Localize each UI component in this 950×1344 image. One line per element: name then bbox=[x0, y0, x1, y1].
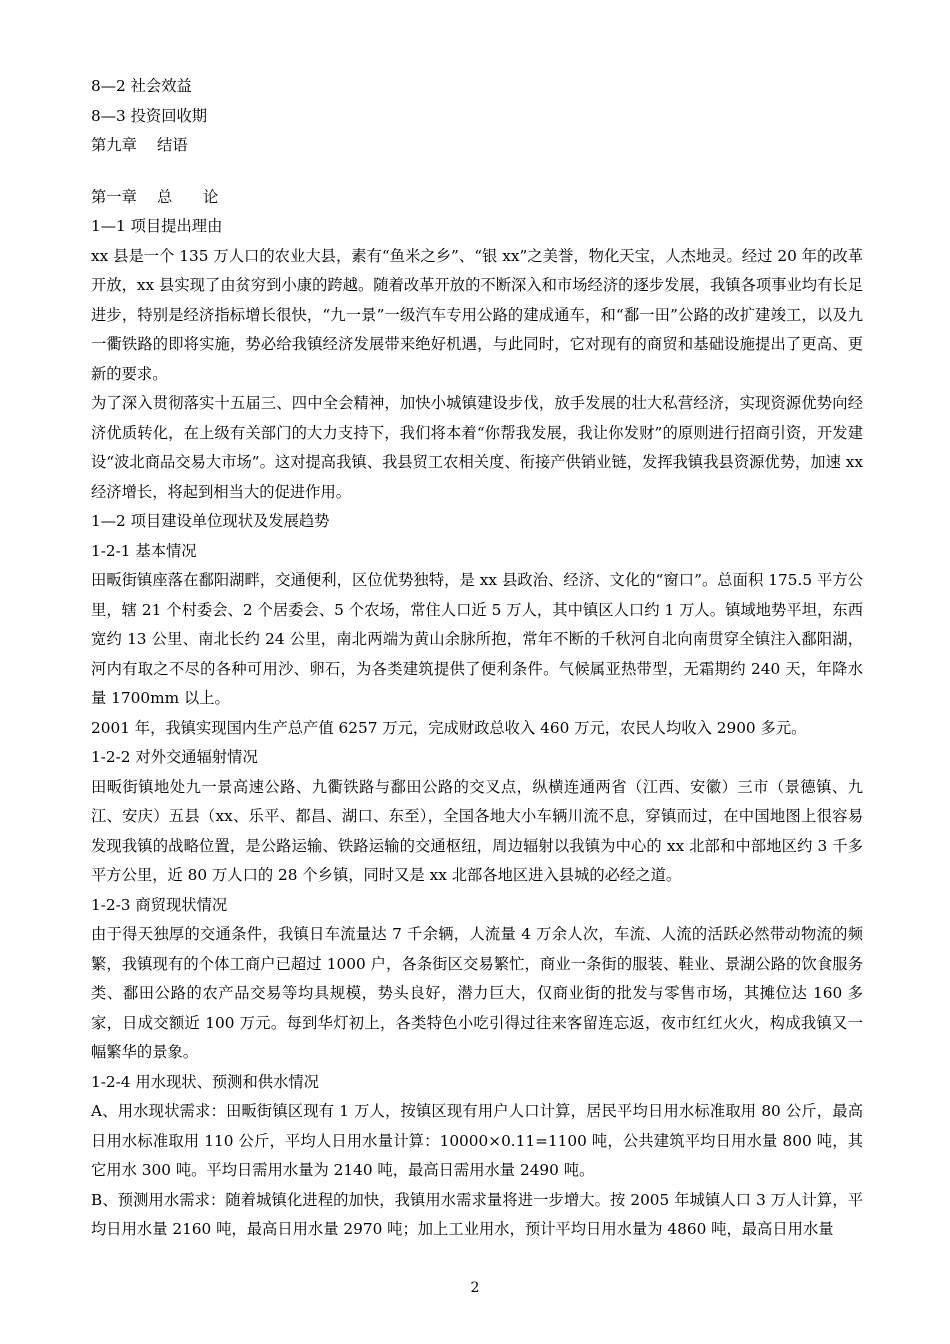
subsection-1-2-3-paragraph-1: 由于得天独厚的交通条件，我镇日车流量达 7 千余辆，人流量 4 万余人次，车流、人流的活跃必然带动物流的频繁，我镇现有的个体工商户已超过 1000 户，各条街区交易繁忙，商业一条街的服装、鞋业、景湖公路的饮食服务类、鄱田公路的农产品交易等均具规模，势头良好，潜力巨大，仅商业街的批发与零售市场，其摊位达 160 多家，日成交额近 100 万元。每到华灯初上，各类特色小吃引得过往来客留连忘返，夜市红红火火，构成我镇又一幅繁华的景象。 bbox=[91, 925, 863, 1061]
toc-item-8-2: 8—2 社会效益 bbox=[91, 77, 192, 95]
subsection-1-2-2-paragraph-1: 田畈街镇地处九一景高速公路、九衢铁路与鄱田公路的交叉点，纵横连通两省（江西、安徽）三市（景德镇、九江、安庆）五县（xx、乐平、都昌、湖口、东至），全国各地大小车辆川流不息，穿镇而过，在中国地图上很容易发现我镇的战略位置，是公路运输、铁路运输的交通枢纽，周边辐射以我镇为中心的 xx 北部和中部地区约 3 千多平方公里，近 80 万人口的 28 个乡镇，同时又是 xx 北部各地区进入县城的必经之道。 bbox=[91, 777, 863, 884]
page-content bbox=[91, 72, 863, 1245]
page-number: 2 bbox=[470, 1280, 480, 1296]
section-1-2-heading: 1—2 项目建设单位现状及发展趋势 bbox=[91, 512, 330, 530]
subsection-1-2-1-paragraph-2: 2001 年，我镇实现国内生产总产值 6257 万元，完成财政总收入 460 万元，农民人均收入 2900 多元。 bbox=[91, 718, 807, 737]
subsection-1-2-4-heading: 1-2-4 用水现状、预测和供水情况 bbox=[91, 1072, 319, 1091]
subsection-1-2-4-paragraph-b: B、预测用水需求：随着城镇化进程的加快，我镇用水需求量将进一步增大。按 2005 年城镇人口 3 万人计算，平均日用水量 2160 吨，最高日用水量 2970 吨；加上工业用水，预计平均日用水量为 4860 吨，最高日用水量 bbox=[91, 1190, 863, 1238]
subsection-1-2-3-heading: 1-2-3 商贸现状情况 bbox=[91, 895, 228, 914]
subsection-1-2-2-heading: 1-2-2 对外交通辐射情况 bbox=[91, 748, 258, 766]
section-1-1-heading: 1—1 项目提出理由 bbox=[91, 217, 223, 235]
section-gap bbox=[91, 161, 863, 183]
chapter-1-title: 第一章 总 论 bbox=[91, 187, 219, 206]
subsection-1-2-1-heading: 1-2-1 基本情况 bbox=[91, 541, 197, 560]
section-1-1-paragraph-2: 为了深入贯彻落实十五届三、四中全会精神，加快小城镇建设步伐，放手发展的壮大私营经济，实现资源优势向经济优质转化，在上级有关部门的大力支持下，我们将本着“你帮我发展，我让你发财”的原则进行招商引资，开发建设“波北商品交易大市场”。这对提高我镇、我县贸工农相关度、衔接产供销业链，发挥我镇我县资源优势，加速 xx 经济增长，将起到相当大的促进作用。 bbox=[91, 394, 864, 501]
subsection-1-2-1-paragraph-1: 田畈街镇座落在鄱阳湖畔，交通便利，区位优势独特，是 xx 县政治、经济、文化的“窗口”。总面积 175.5 平方公里，辖 21 个村委会、2 个居委会、5 个农场，常住人口近 5 万人，其中镇区人口约 1 万人。镇域地势平坦，东西宽约 13 公里、南北长约 24 公里，南北两端为黄山余脉所抱，常年不断的千秋河自北向南贯穿全镇注入鄱阳湖，河内有取之不尽的各种可用沙、卵石，为各类建筑提供了便利条件。气候属亚热带型，无霜期约 240 天，年降水量 1700mm 以上。 bbox=[91, 571, 863, 707]
section-1-1-paragraph-1: xx 县是一个 135 万人口的农业大县，素有“鱼米之乡”、“银 xx”之美誉，物化天宝，人杰地灵。经过 20 年的改革开放，xx 县实现了由贫穷到小康的跨越。随着改革开放的不断深入和市场经济的逐步发展，我镇各项事业均有长足进步，特别是经济指标增长很快，“九一景”一级汽车专用公路的建成通车，和“鄱一田”公路的改扩建竣工，以及九一衢铁路的即将实施，势必给我镇经济发展带来绝好机遇，与此同时，它对现有的商贸和基础设施提出了更高、更新的要求。 bbox=[91, 246, 863, 383]
toc-chapter-9: 第九章 结语 bbox=[91, 136, 188, 154]
subsection-1-2-4-paragraph-a: A、用水现状需求：田畈街镇区现有 1 万人，按镇区现有用户人口计算，居民平均日用水标准取用 80 公斤，最高日用水标准取用 110 公斤，平均人日用水量计算：10000×0.11=1100 吨，公共建筑平均日用水量 800 吨，其它用水 300 吨。平均日需用水量为 2140 吨，最高日需用水量 2490 吨。 bbox=[91, 1102, 863, 1179]
toc-item-8-3: 8—3 投资回收期 bbox=[91, 106, 208, 125]
